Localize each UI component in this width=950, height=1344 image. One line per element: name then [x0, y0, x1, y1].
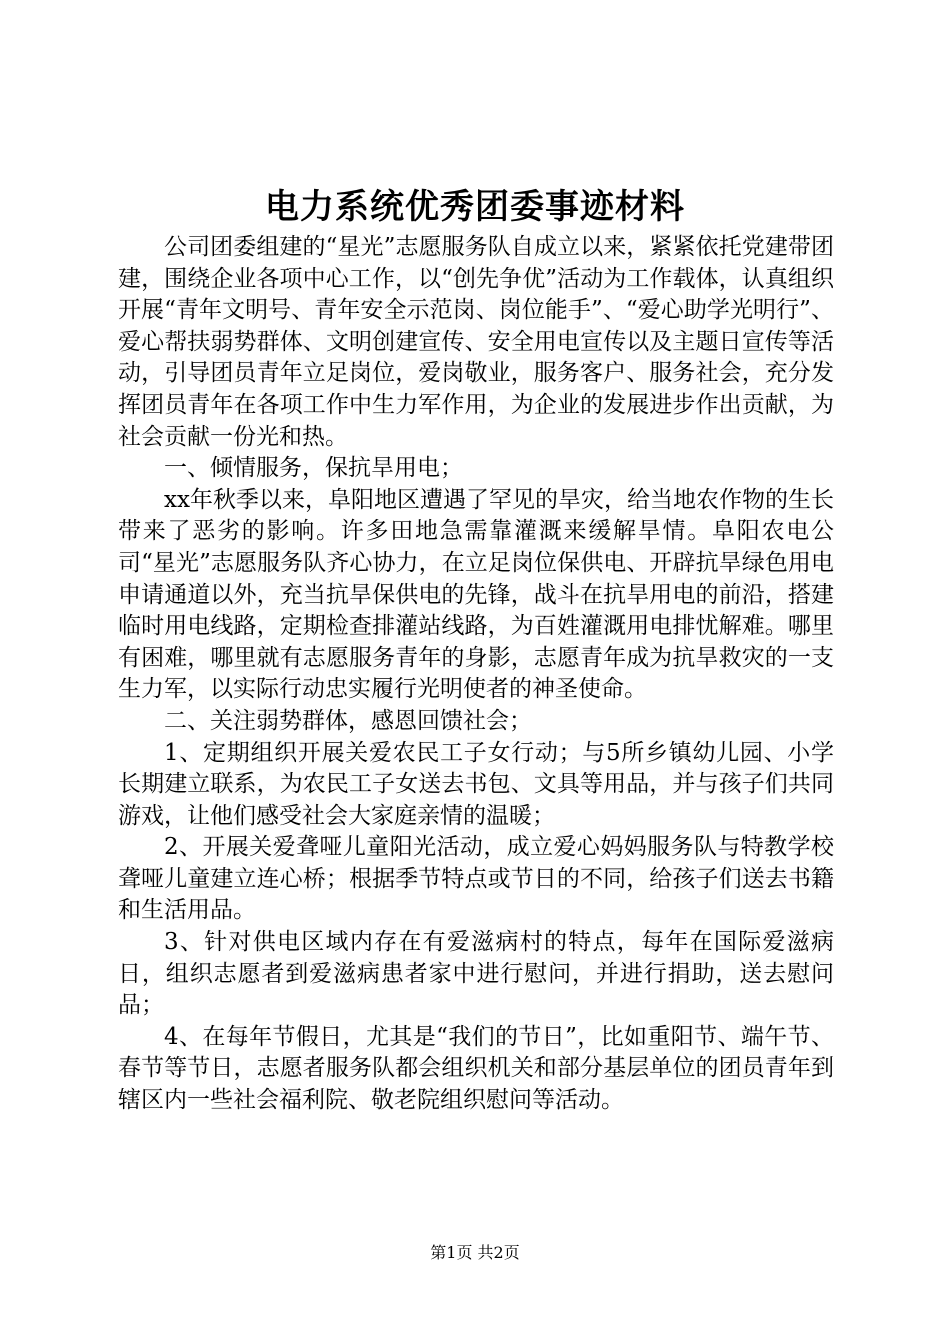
page-number: 第1页 共2页 — [430, 1243, 520, 1262]
section-heading-1: 一、倾情服务，保抗旱用电； — [164, 455, 463, 482]
page-title: 电力系统优秀团委事迹材料 — [265, 187, 685, 227]
document-body — [118, 232, 834, 1117]
section-heading-2: 二、关注弱势群体，感恩回馈社会； — [164, 707, 532, 734]
list-item-4: 4、在每年节假日，尤其是“我们的节日”，比如重阳节、端午节、春节等节日，志愿者服务队都会组织机关和部分基层单位的团员青年到辖区内一些社会福利院、敬老院组织慰问等活动。 — [118, 1023, 834, 1114]
list-item-1: 1、定期组织开展关爱农民工子女行动；与5所乡镇幼儿园、小学长期建立联系，为农民工子女送去书包、文具等用品，并与孩子们共同游戏，让他们感受社会大家庭亲情的温暖； — [118, 739, 834, 829]
list-item-3: 3、针对供电区域内存在有爱滋病村的特点，每年在国际爱滋病日，组织志愿者到爱滋病患者家中进行慰问，并进行捐助，送去慰问品； — [118, 929, 834, 1019]
paragraph-drought: xx年秋季以来，阜阳地区遭遇了罕见的旱灾，给当地农作物的生长带来了恶劣的影响。许多田地急需靠灌溉来缓解旱情。阜阳农电公司“星光”志愿服务队齐心协力，在立足岗位保供电、开辟抗旱绿色用电申请通道以外，充当抗旱保供电的先锋，战斗在抗旱用电的前沿，搭建临时用电线路，定期检查排灌站线路，为百姓灌溉用电排忧解难。哪里有困难，哪里就有志愿服务青年的身影，志愿青年成为抗旱救灾的一支生力军，以实际行动忠实履行光明使者的神圣使命。 — [118, 486, 834, 703]
list-item-2: 2、开展关爱聋哑儿童阳光活动，成立爱心妈妈服务队与特教学校聋哑儿童建立连心桥；根据季节特点或节日的不同，给孩子们送去书籍和生活用品。 — [118, 834, 834, 924]
paragraph-intro: 公司团委组建的“星光”志愿服务队自成立以来，紧紧依托党建带团建，围绕企业各项中心工作，以“创先争优”活动为工作载体，认真组织开展“青年文明号、青年安全示范岗、岗位能手”、“爱心助学光明行”、爱心帮扶弱势群体、文明创建宣传、安全用电宣传以及主题日宣传等活动，引导团员青年立足岗位，爱岗敬业，服务客户、服务社会，充分发挥团员青年在各项工作中生力军作用，为企业的发展进步作出贡献，为社会贡献一份光和热。 — [118, 234, 834, 450]
